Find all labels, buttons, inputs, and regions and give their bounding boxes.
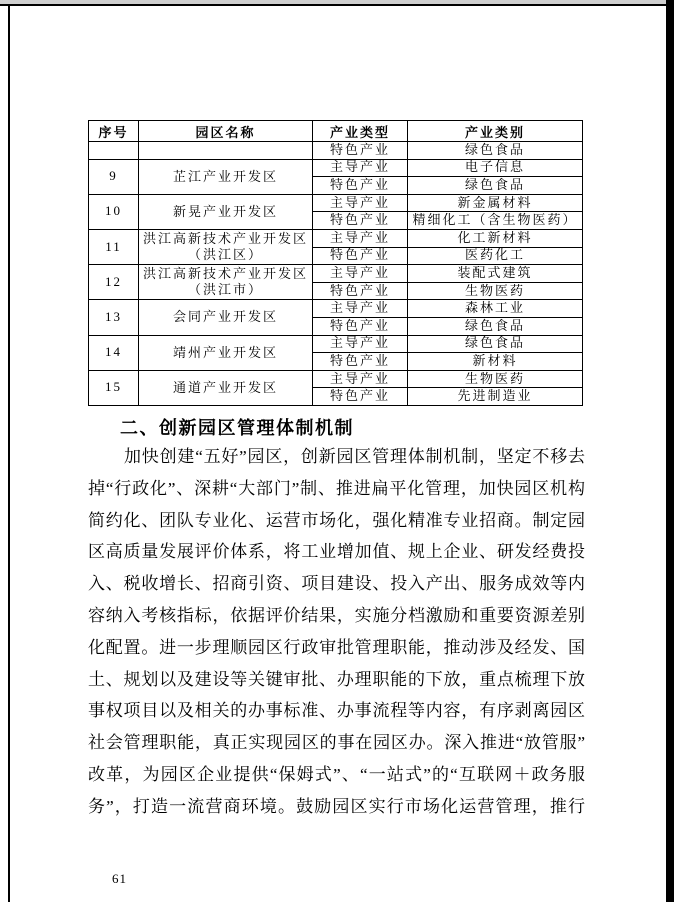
section-heading: 二、创新园区管理体制机制 <box>120 418 354 438</box>
paragraph-line: 改革，为园区企业提供“保姆式”、“一站式”的“互联网＋政务服 <box>88 764 585 784</box>
table-header-row <box>89 121 583 142</box>
industry-type-cell: 主导产业 <box>313 265 408 283</box>
paragraph-line: 区高质量发展评价体系，将工业增加值、规上企业、研发经费投 <box>88 542 585 562</box>
industry-category-cell: 绿色食品 <box>408 142 583 160</box>
parks-table <box>88 120 583 406</box>
paragraph-line: 事权项目以及相关的办事标准、办事流程等内容，有序剥离园区 <box>88 701 585 721</box>
table-row <box>89 229 583 247</box>
table-row <box>89 265 583 283</box>
industry-type-cell: 特色产业 <box>313 247 408 265</box>
seq-cell: 15 <box>89 370 139 405</box>
parks-table-body <box>89 142 583 406</box>
paragraph-line: 务”，打造一流营商环境。鼓励园区实行市场化运营管理，推行 <box>88 796 585 816</box>
paragraph-line: 简约化、团队专业化、运营市场化，强化精准专业招商。制定园 <box>88 510 585 530</box>
industry-type-cell: 特色产业 <box>313 353 408 371</box>
industry-type-cell: 主导产业 <box>313 159 408 177</box>
park-name-cell: 会同产业开发区 <box>139 300 313 335</box>
industry-category-cell: 森林工业 <box>408 300 583 318</box>
industry-type-cell: 主导产业 <box>313 370 408 388</box>
seq-cell: 13 <box>89 300 139 335</box>
table-row <box>89 335 583 353</box>
paragraph-line: 容纳入考核指标，依据评价结果，实施分档激励和重要资源差别 <box>88 605 585 625</box>
industry-category-cell: 新材料 <box>408 353 583 371</box>
table-row <box>89 194 583 212</box>
column-header: 序号 <box>89 121 139 142</box>
industry-type-cell: 主导产业 <box>313 300 408 318</box>
page-border-left <box>8 5 10 902</box>
industry-type-cell: 主导产业 <box>313 229 408 247</box>
industry-type-cell: 主导产业 <box>313 194 408 212</box>
park-name-cell: 洪江高新技术产业开发区 （洪江区） <box>139 229 313 264</box>
table-row <box>89 370 583 388</box>
industry-category-cell: 新金属材料 <box>408 194 583 212</box>
seq-cell: 14 <box>89 335 139 370</box>
seq-cell: 10 <box>89 194 139 229</box>
parks-table-wrap <box>88 120 582 406</box>
industry-type-cell: 特色产业 <box>313 317 408 335</box>
industry-category-cell: 电子信息 <box>408 159 583 177</box>
table-row <box>89 159 583 177</box>
table-row <box>89 300 583 318</box>
paragraph-line: 土、规划以及建设等关键审批、办理职能的下放，重点梳理下放 <box>88 669 585 689</box>
park-name-cell: 洪江高新技术产业开发区 （洪江市） <box>139 265 313 300</box>
industry-type-cell: 特色产业 <box>313 177 408 195</box>
industry-category-cell: 绿色食品 <box>408 335 583 353</box>
park-name-cell: 新晃产业开发区 <box>139 194 313 229</box>
body-paragraph <box>88 441 585 823</box>
industry-category-cell: 装配式建筑 <box>408 265 583 283</box>
industry-category-cell: 化工新材料 <box>408 229 583 247</box>
industry-type-cell: 特色产业 <box>313 212 408 230</box>
paragraph-line: 化配置。进一步理顺园区行政审批管理职能，推动涉及经发、国 <box>88 637 585 657</box>
paragraph-line: 加快创建“五好”园区，创新园区管理体制机制，坚定不移去 <box>124 447 585 466</box>
industry-category-cell: 先进制造业 <box>408 388 583 406</box>
industry-category-cell: 绿色食品 <box>408 317 583 335</box>
industry-category-cell: 绿色食品 <box>408 177 583 195</box>
seq-cell <box>89 142 139 160</box>
park-name-cell: 靖州产业开发区 <box>139 335 313 370</box>
page-border-right <box>666 0 674 902</box>
parks-table-header <box>89 121 583 142</box>
seq-cell: 12 <box>89 265 139 300</box>
industry-category-cell: 医药化工 <box>408 247 583 265</box>
paragraph-line: 掉“行政化”、深耕“大部门”制、推进扁平化管理，加快园区机构 <box>88 478 585 498</box>
paragraph-line: 社会管理职能，真正实现园区的事在园区办。深入推进“放管服” <box>88 733 585 753</box>
industry-category-cell: 生物医药 <box>408 282 583 300</box>
page-number: 61 <box>112 871 127 886</box>
industry-category-cell: 精细化工（含生物医药） <box>408 212 583 230</box>
industry-type-cell: 特色产业 <box>313 282 408 300</box>
industry-category-cell: 生物医药 <box>408 370 583 388</box>
park-name-cell: 芷江产业开发区 <box>139 159 313 194</box>
column-header: 产业类别 <box>408 121 583 142</box>
page-border-top <box>0 4 674 6</box>
column-header: 园区名称 <box>139 121 313 142</box>
table-row <box>89 142 583 160</box>
paragraph-line: 入、税收增长、招商引资、项目建设、投入产出、服务成效等内 <box>88 574 585 594</box>
industry-type-cell: 特色产业 <box>313 142 408 160</box>
column-header: 产业类型 <box>313 121 408 142</box>
industry-type-cell: 特色产业 <box>313 388 408 406</box>
seq-cell: 9 <box>89 159 139 194</box>
industry-type-cell: 主导产业 <box>313 335 408 353</box>
park-name-cell <box>139 142 313 160</box>
seq-cell: 11 <box>89 229 139 264</box>
park-name-cell: 通道产业开发区 <box>139 370 313 405</box>
